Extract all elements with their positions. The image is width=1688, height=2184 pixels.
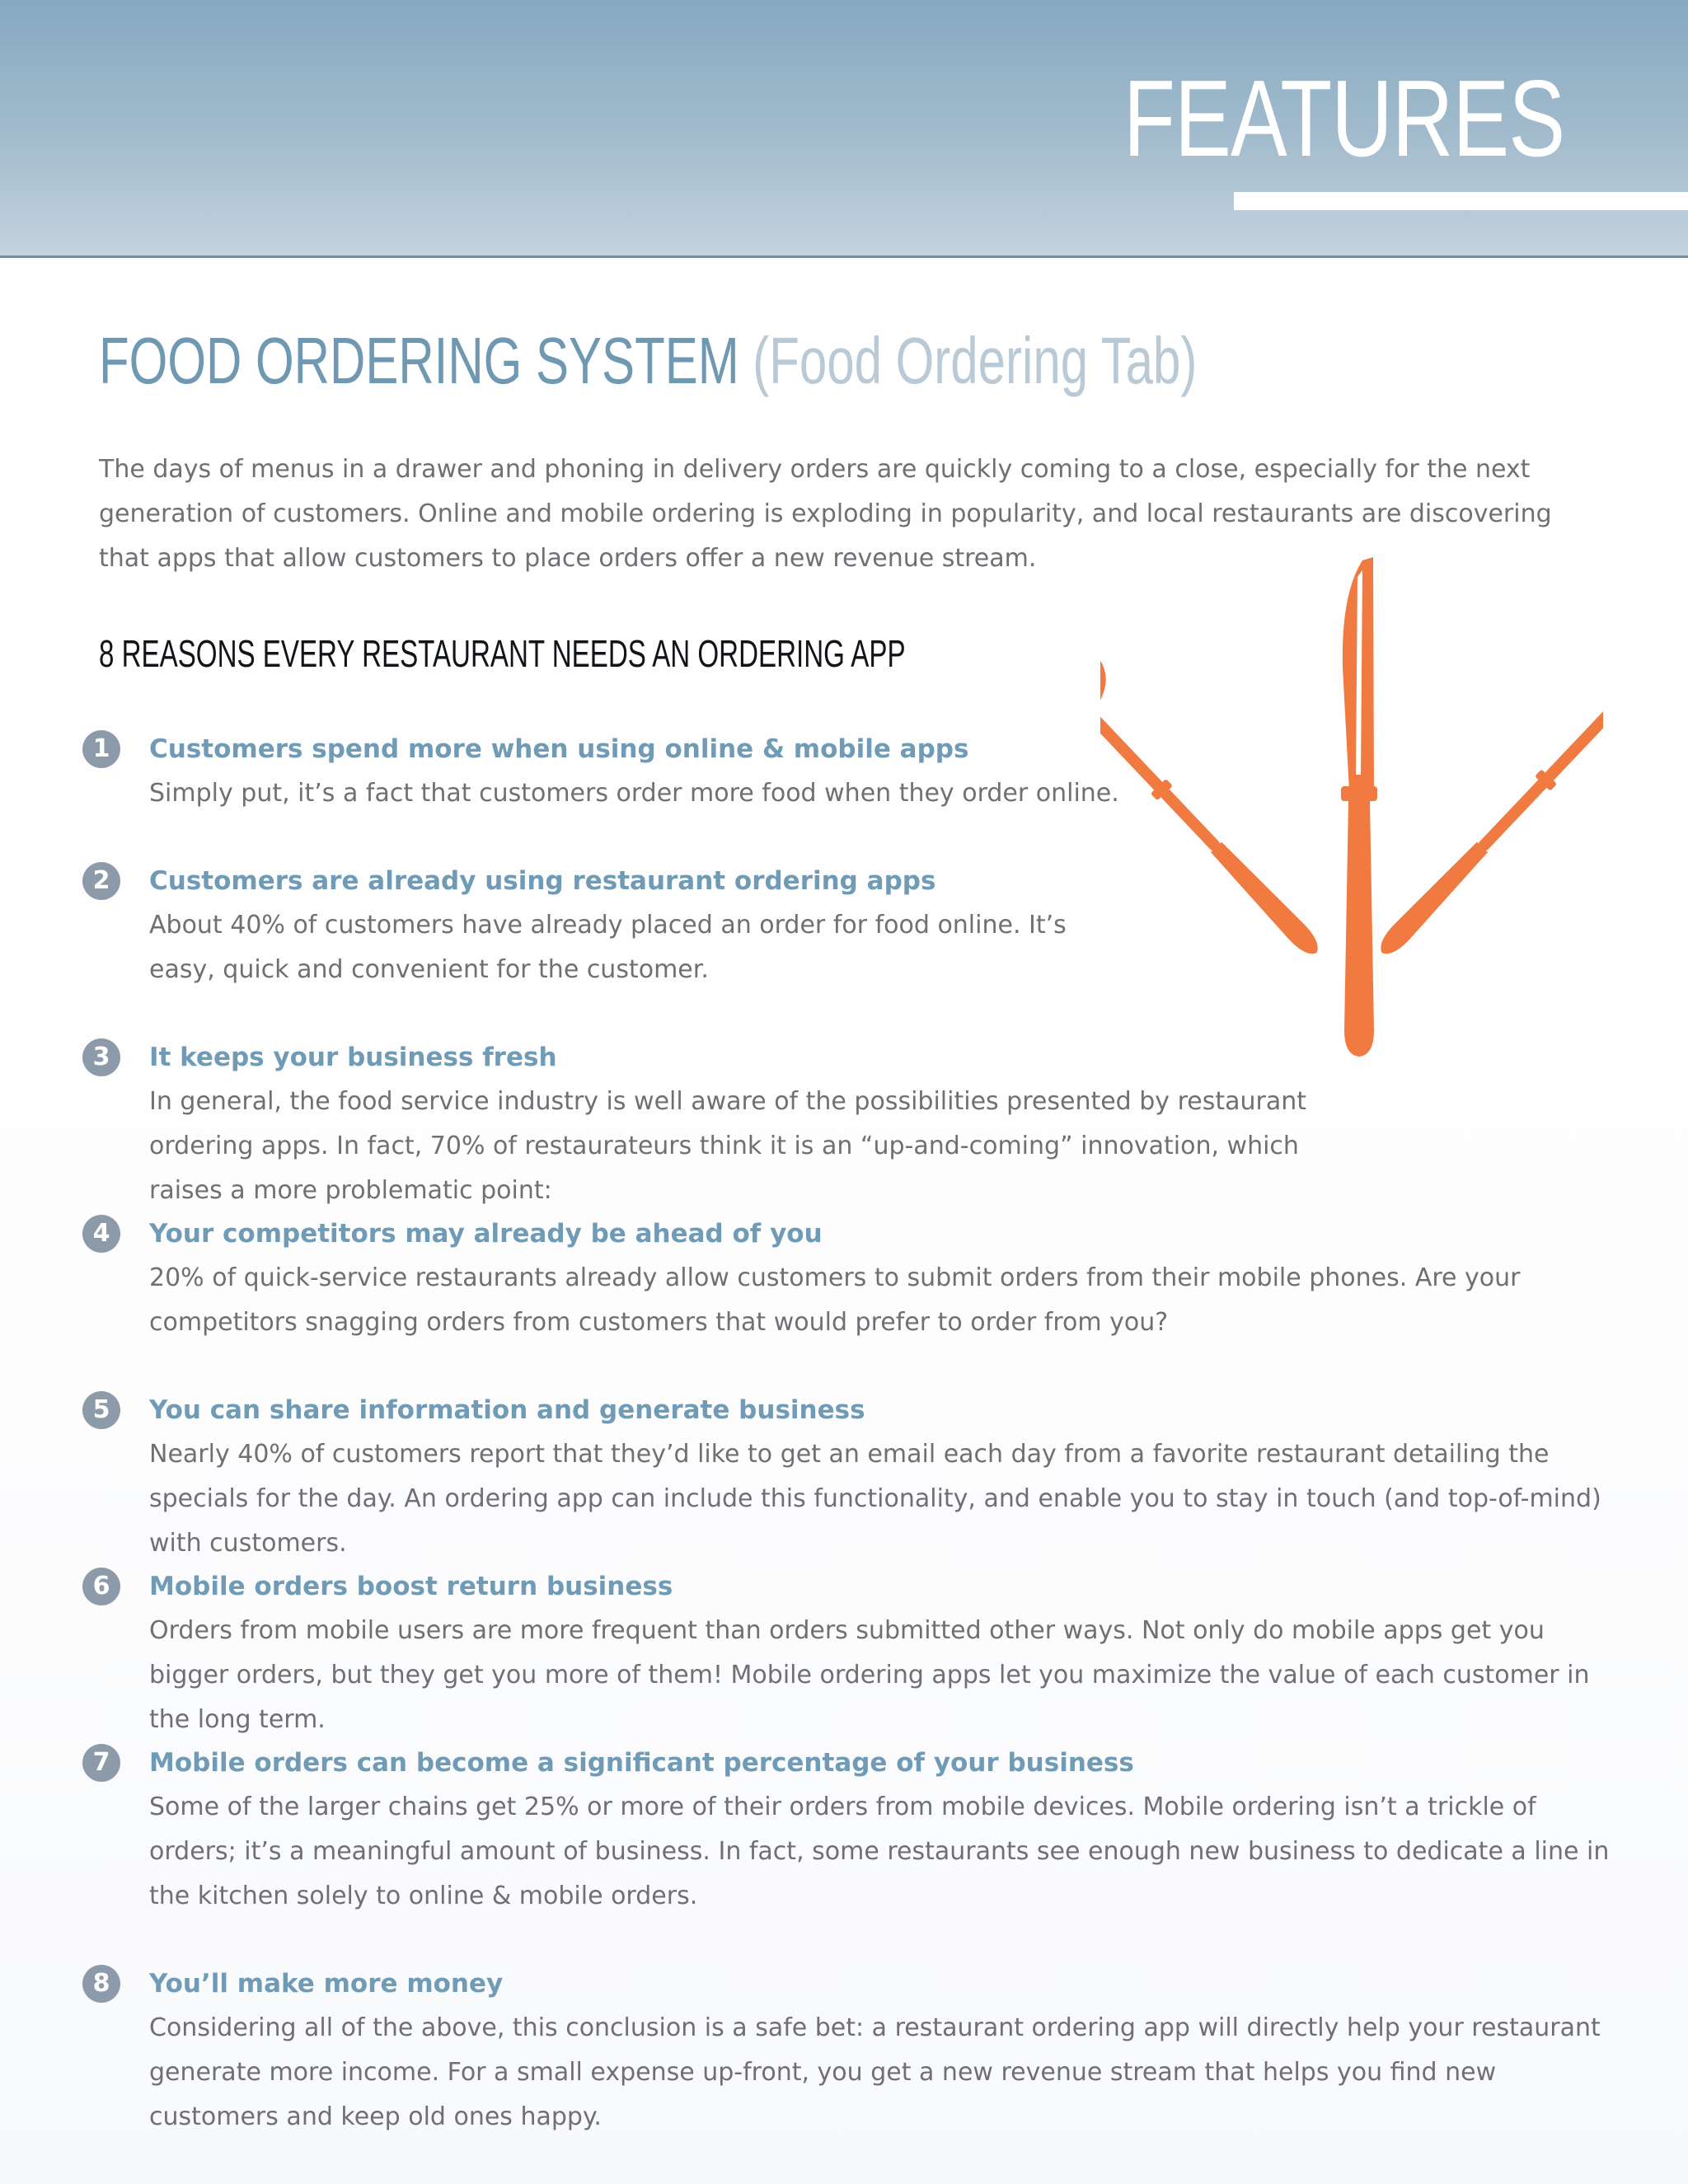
section-title: FEATURES xyxy=(1123,58,1564,179)
reason-title: Your competitors may already be ahead of you xyxy=(149,1219,823,1249)
spoon-handle xyxy=(1374,840,1490,960)
reason-body: Orders from mobile users are more frequent than orders submitted other ways. Not only do mobile apps get you bigger orders, but they get you more of them! Mobile ordering apps let you maximize the value of each customer in the long term. xyxy=(149,1616,1590,1734)
reason-body: 20% of quick-service restaurants already allow customers to submit orders from their mobile phones. Are your competitors snagging orders from customers that would prefer to order from you? xyxy=(149,1263,1521,1337)
reason-body: Nearly 40% of customers report that they’d like to get an email each day from a favorite restaurant detailing the specials for the day. An ordering app can include this functionality, and enable you to stay in touch (and top-of-mind) with customers. xyxy=(149,1440,1601,1558)
reason-body: Considering all of the above, this conclusion is a safe bet: a restaurant ordering app will directly help your restaurant generate more income. For a small expense up-front, you get a new revenue stream that helps you find new customers and keep old ones happy. xyxy=(149,2013,1601,2131)
reason-number-badge: 2 xyxy=(82,862,120,900)
reason-title: Mobile orders boost return business xyxy=(149,1572,673,1601)
page-title-main: FOOD ORDERING SYSTEM xyxy=(99,324,739,397)
reason-body: Simply put, it’s a fact that customers order more food when they order online. xyxy=(149,779,1119,808)
title-underline-bar xyxy=(1234,192,1688,210)
spoon-bowl xyxy=(1592,556,1603,727)
page-title xyxy=(99,324,1198,397)
reason-title: Customers spend more when using online & mobile apps xyxy=(149,734,969,764)
spoon-shaft xyxy=(1477,680,1603,852)
reason-number-badge: 8 xyxy=(82,1965,120,2003)
reason-number-badge: 4 xyxy=(82,1215,120,1253)
reason-title: Mobile orders can become a significant percentage of your business xyxy=(149,1748,1134,1778)
intro-paragraph: The days of menus in a drawer and phoning in delivery orders are quickly coming to a close, especially for the next generation of customers. Online and mobile ordering is exploding in popularity, and local restaurants are discovering that apps that allow customers to place orders offer a new revenue stream. xyxy=(99,455,1552,573)
reason-body: In general, the food service industry is well aware of the possibilities presented by restaurant ordering apps. In fact, 70% of restaurateurs think it is an “up-and-coming” innovation, which raises a more problematic point: xyxy=(149,1087,1307,1205)
reason-number-badge: 3 xyxy=(82,1038,120,1076)
reason-title: Customers are already using restaurant ordering apps xyxy=(149,866,936,896)
reason-number-badge: 1 xyxy=(82,730,120,768)
reason-body: About 40% of customers have already placed an order for food online. It’s easy, quick and convenient for the customer. xyxy=(149,911,1067,984)
reason-number-badge: 7 xyxy=(82,1744,120,1782)
reason-title: You’ll make more money xyxy=(149,1969,504,1999)
reason-body: Some of the larger chains get 25% or more of their orders from mobile devices. Mobile ordering isn’t a trickle of orders; it’s a meaningful amount of business. In fact, some restaurants see enough new business to dedicate a line in the kitchen solely to online & mobile orders. xyxy=(149,1793,1610,1910)
page-title-subtitle: (Food Ordering Tab) xyxy=(753,324,1198,397)
reasons-heading: 8 REASONS EVERY RESTAURANT NEEDS AN ORDERING APP xyxy=(99,632,906,675)
header-banner xyxy=(0,0,1688,258)
reason-number-badge: 6 xyxy=(82,1568,120,1605)
knife-handle xyxy=(1344,801,1374,1057)
reason-title: It keeps your business fresh xyxy=(149,1043,557,1072)
fork-head xyxy=(1100,560,1123,744)
reason-number-badge: 5 xyxy=(82,1391,120,1429)
reason-title: You can share information and generate business xyxy=(149,1395,865,1425)
fork-handle xyxy=(1208,840,1325,960)
